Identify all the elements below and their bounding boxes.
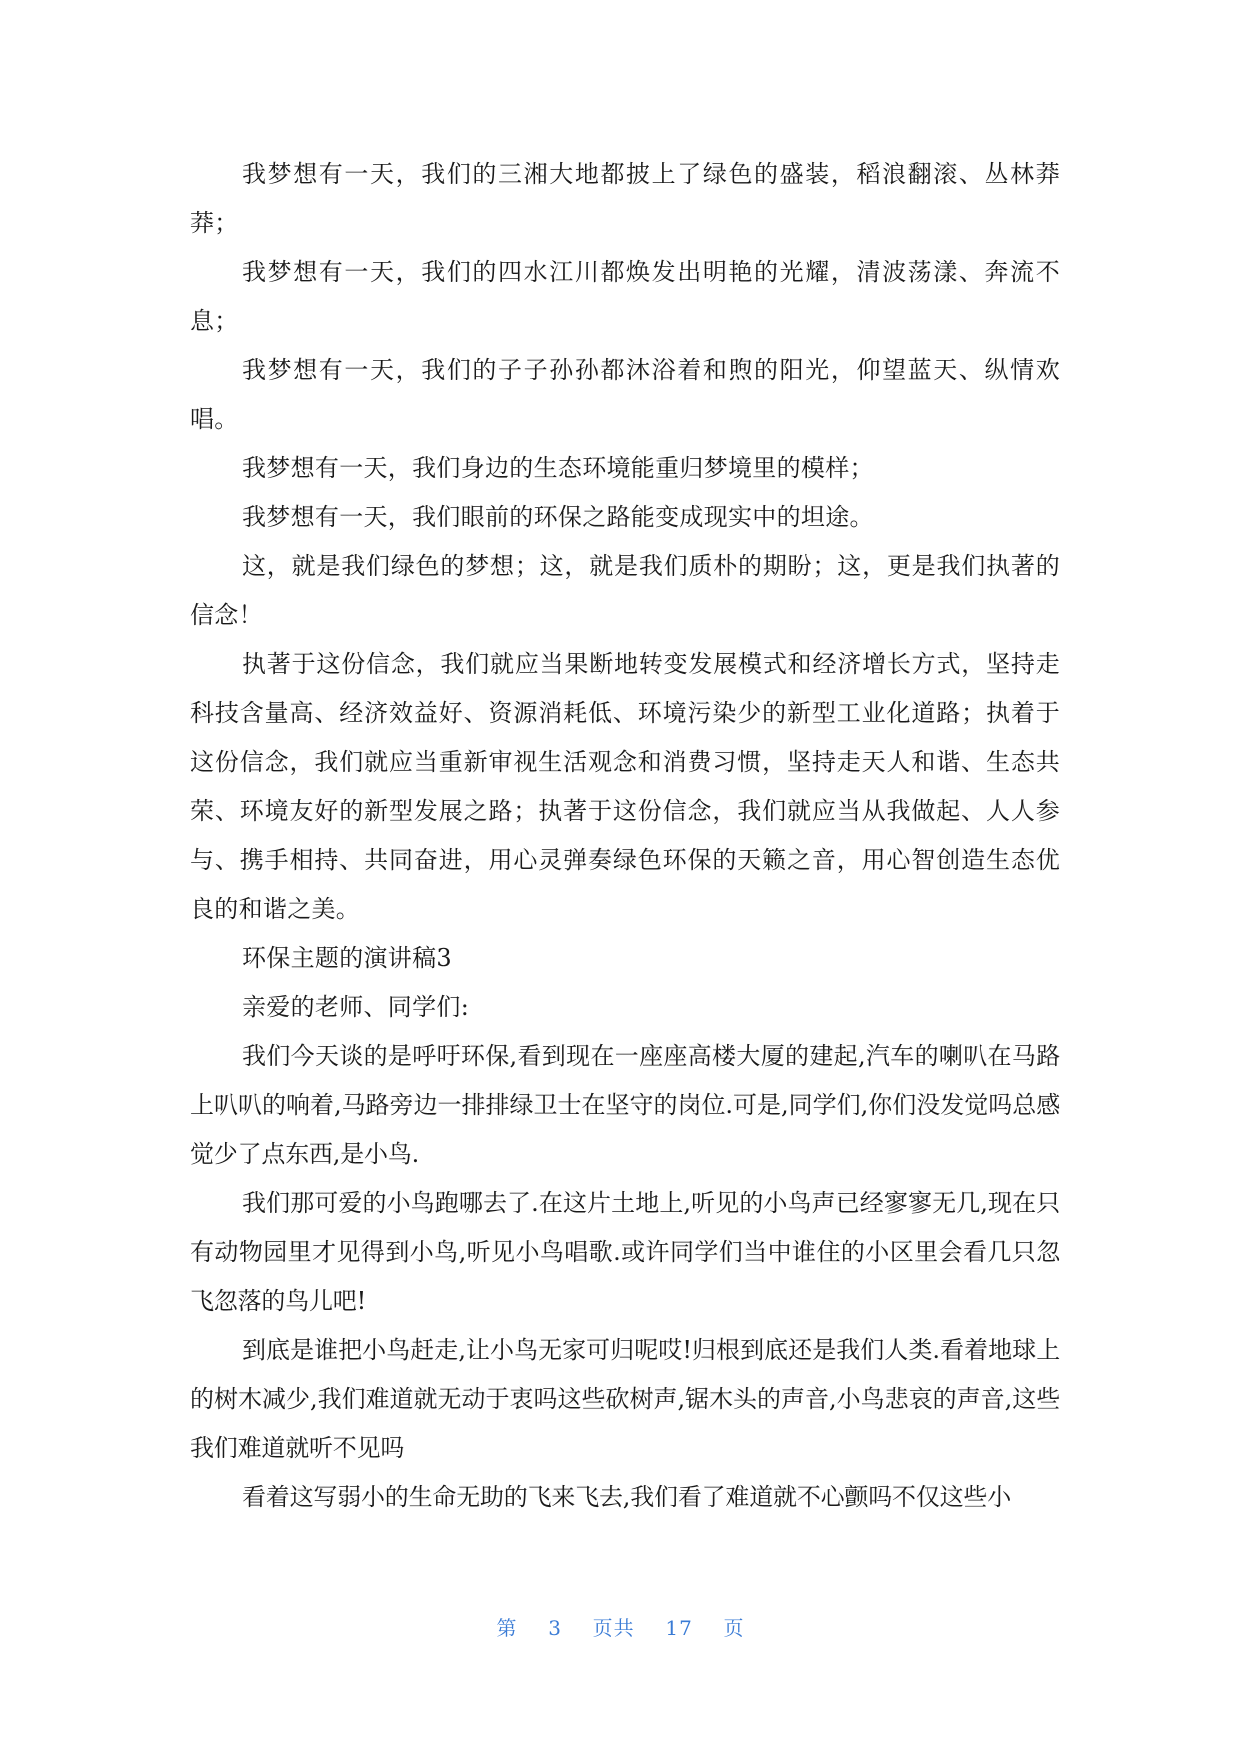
- section-heading: 环保主题的演讲稿3: [242, 944, 452, 972]
- paragraph: 我梦想有一天，我们的三湘大地都披上了绿色的盛装，稻浪翻滚、丛林莽莽；: [190, 160, 1060, 237]
- paragraph: 我梦想有一天，我们身边的生态环境能重归梦境里的模样；: [242, 454, 874, 482]
- salutation: 亲爱的老师、同学们:: [242, 993, 470, 1021]
- paragraph: 到底是谁把小鸟赶走,让小鸟无家可归呢哎!归根到底还是我们人类.看着地球上的树木减少,我们难道就无动于衷吗这些砍树声,锯木头的声音,小鸟悲哀的声音,这些我们难道就听不见吗: [190, 1336, 1060, 1462]
- page-footer: [0, 1612, 1241, 1641]
- paragraph: 这，就是我们绿色的梦想；这，就是我们质朴的期盼；这，更是我们执著的信念！: [190, 552, 1060, 629]
- paragraph: 我梦想有一天，我们眼前的环保之路能变成现实中的坦途。: [242, 503, 874, 531]
- paragraph: 我梦想有一天，我们的子子孙孙都沐浴着和煦的阳光，仰望蓝天、纵情欢唱。: [190, 356, 1060, 433]
- paragraph: 我梦想有一天，我们的四水江川都焕发出明艳的光耀，清波荡漾、奔流不息；: [190, 258, 1060, 335]
- footer-middle: 页共: [592, 1616, 635, 1640]
- document-body: [190, 150, 1060, 1522]
- paragraph: 我们今天谈的是呼吁环保,看到现在一座座高楼大厦的建起,汽车的喇叭在马路上叭叭的响着,马路旁边一排排绿卫士在坚守的岗位.可是,同学们,你们没发觉吗总感觉少了点东西,是小鸟.: [190, 1042, 1060, 1168]
- paragraph: 看着这写弱小的生命无助的飞来飞去,我们看了难道就不心颤吗不仅这些小: [242, 1483, 1012, 1511]
- footer-prefix: 第: [496, 1616, 518, 1640]
- paragraph: 执著于这份信念，我们就应当果断地转变发展模式和经济增长方式，坚持走科技含量高、经济效益好、资源消耗低、环境污染少的新型工业化道路；执着于这份信念，我们就应当重新审视生活观念和消费习惯，坚持走天人和谐、生态共荣、环境友好的新型发展之路；执著于这份信念，我们就应当从我做起、人人参与、携手相持、共同奋进，用心灵弹奏绿色环保的天籁之音，用心智创造生态优良的和谐之美。: [190, 650, 1060, 923]
- footer-current-page: 3: [548, 1616, 562, 1640]
- footer-suffix: 页: [723, 1616, 745, 1640]
- paragraph: 我们那可爱的小鸟跑哪去了.在这片土地上,听见的小鸟声已经寥寥无几,现在只有动物园里才见得到小鸟,听见小鸟唱歌.或许同学们当中谁住的小区里会看几只忽飞忽落的鸟儿吧!: [190, 1189, 1060, 1315]
- footer-total-pages: 17: [665, 1616, 693, 1640]
